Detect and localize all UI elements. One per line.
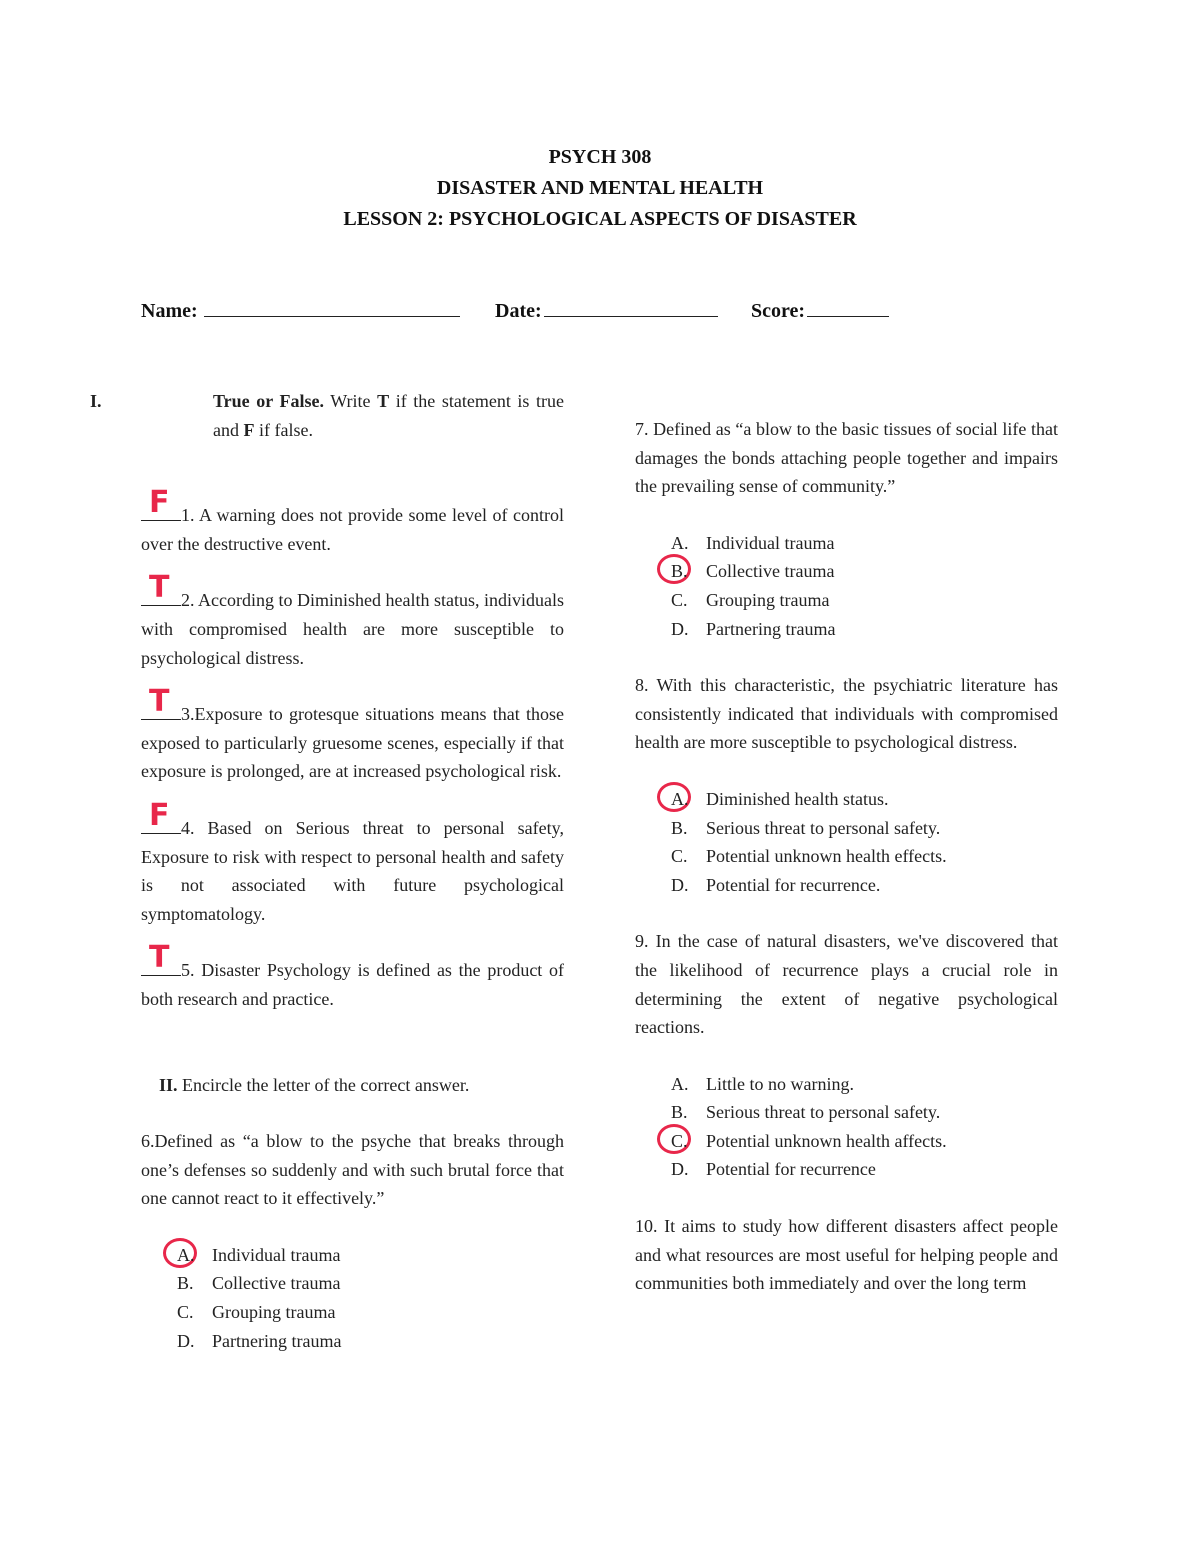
option-a[interactable] <box>635 785 1058 814</box>
lesson-title: LESSON 2: PSYCHOLOGICAL ASPECTS OF DISASTER <box>343 208 857 230</box>
option-d[interactable] <box>635 1155 1058 1184</box>
course-subject: DISASTER AND MENTAL HEALTH <box>436 177 764 199</box>
answer-blank[interactable] <box>141 797 181 834</box>
question-9-options <box>635 1070 1058 1184</box>
tf-item-text: 2. According to Diminished health status, individuals with compromised health are more susceptible to psychological distress. <box>141 590 564 668</box>
section-1-instr-b: if the statement is true and <box>213 391 564 440</box>
option-letter: A. <box>671 1073 689 1094</box>
tf-item-5 <box>141 940 564 1013</box>
option-letter: C. <box>671 846 688 867</box>
tf-item-3 <box>141 684 564 786</box>
answer-blank[interactable] <box>141 570 181 606</box>
date-field[interactable] <box>495 298 718 323</box>
option-letter: C. <box>671 589 688 610</box>
score-field[interactable] <box>751 298 889 323</box>
option-letter: D. <box>671 1159 689 1180</box>
option-text: Grouping trauma <box>706 589 830 610</box>
name-line[interactable] <box>204 298 460 317</box>
answer-blank[interactable] <box>141 485 181 521</box>
option-b[interactable] <box>141 1269 564 1298</box>
tf-item-text: 1. A warning does not provide some level of control over the destructive event. <box>141 505 564 554</box>
option-d[interactable] <box>635 871 1058 900</box>
question-10-text: 10. It aims to study how different disasters affect people and what resources are most useful for helping people and communities both immediately and over the long term <box>635 1216 1058 1294</box>
question-8-text: 8. With this characteristic, the psychiatric literature has consistently indicated that individuals with compromised health are more susceptible to psychological distress. <box>635 675 1058 753</box>
option-c[interactable] <box>635 1127 1058 1156</box>
option-a[interactable] <box>635 1070 1058 1099</box>
section-1-instr-a: Write <box>323 391 378 411</box>
section-1-heading <box>90 387 564 444</box>
option-letter: C. <box>177 1302 194 1323</box>
handwritten-mark: F <box>149 797 170 833</box>
score-line[interactable] <box>807 298 889 317</box>
score-label: Score: <box>751 300 806 322</box>
option-text: Partnering trauma <box>212 1330 342 1351</box>
option-text: Potential unknown health effects. <box>706 846 947 867</box>
section-2-title: Encircle the letter of the correct answer. <box>177 1074 470 1095</box>
date-label: Date: <box>495 300 542 322</box>
question-7-options <box>635 529 1058 643</box>
question-7-text: 7. Defined as “a blow to the basic tissues of social life that damages the bonds attaching people together and impairs the prevailing sense of community.” <box>635 419 1058 497</box>
option-text: Potential unknown health affects. <box>706 1130 947 1151</box>
option-text: Grouping trauma <box>212 1302 336 1323</box>
option-text: Serious threat to personal safety. <box>706 1102 941 1123</box>
option-letter: D. <box>177 1330 195 1351</box>
option-text: Partnering trauma <box>706 618 836 639</box>
tf-item-text: 5. Disaster Psychology is defined as the product of both research and practice. <box>141 960 564 1009</box>
section-2-heading <box>141 1071 564 1100</box>
option-b[interactable] <box>635 1098 1058 1127</box>
handwritten-mark: T <box>149 570 170 606</box>
section-1-title: True or False. <box>213 391 324 411</box>
tf-item-text: 4. Based on Serious threat to personal safety, Exposure to risk with respect to personal health and safety is not associated with future psychological symptomatology. <box>141 817 564 924</box>
option-text: Diminished health status. <box>706 788 889 809</box>
question-6-options <box>141 1241 564 1355</box>
option-b[interactable] <box>635 814 1058 843</box>
option-letter: D. <box>671 874 689 895</box>
question-9-text: 9. In the case of natural disasters, we've discovered that the likelihood of recurrence plays a crucial role in determining the extent of negative psychological reactions. <box>635 931 1058 1038</box>
option-text: Individual trauma <box>706 532 835 553</box>
option-c[interactable] <box>635 842 1058 871</box>
option-letter: C. <box>671 1130 688 1151</box>
section-1-instr-c: if false. <box>254 419 313 440</box>
section-1-t: T <box>377 391 390 411</box>
option-letter: B. <box>671 1102 688 1123</box>
answer-blank[interactable] <box>141 684 181 720</box>
name-label: Name: <box>141 300 198 322</box>
option-text: Collective trauma <box>212 1273 341 1294</box>
option-a[interactable] <box>141 1241 564 1270</box>
option-text: Potential for recurrence. <box>706 874 881 895</box>
option-letter: B. <box>177 1273 194 1294</box>
section-2-numeral: II. <box>159 1074 178 1095</box>
option-letter: A. <box>671 532 689 553</box>
right-column <box>635 415 1058 1298</box>
option-a[interactable] <box>635 529 1058 558</box>
option-d[interactable] <box>141 1327 564 1356</box>
handwritten-mark: F <box>149 485 170 521</box>
option-c[interactable] <box>635 586 1058 615</box>
option-letter: A. <box>177 1244 195 1265</box>
section-1-f: F <box>243 419 255 440</box>
tf-item-1 <box>141 485 564 558</box>
option-letter: A. <box>671 788 689 809</box>
option-text: Potential for recurrence <box>706 1159 876 1180</box>
tf-item-4 <box>141 797 564 928</box>
document-header <box>0 142 1200 235</box>
option-b[interactable] <box>635 557 1058 586</box>
option-letter: B. <box>671 561 688 582</box>
question-8-options <box>635 785 1058 899</box>
date-line[interactable] <box>544 298 718 317</box>
handwritten-mark: T <box>149 684 170 720</box>
tf-item-2 <box>141 570 564 672</box>
option-letter: D. <box>671 618 689 639</box>
option-d[interactable] <box>635 615 1058 644</box>
question-6-text: 6.Defined as “a blow to the psyche that breaks through one’s defenses so suddenly and with such brutal force that one cannot react to it effectively.” <box>141 1131 564 1209</box>
section-1-numeral: I. <box>90 391 102 411</box>
option-text: Individual trauma <box>212 1244 341 1265</box>
option-letter: B. <box>671 817 688 838</box>
course-code: PSYCH 308 <box>548 146 652 168</box>
option-text: Collective trauma <box>706 561 835 582</box>
left-column <box>90 387 564 1355</box>
handwritten-mark: T <box>149 940 170 976</box>
tf-item-text: 3.Exposure to grotesque situations means that those exposed to particularly gruesome scenes, especially if that exposure is prolonged, are at increased psychological risk. <box>141 704 564 782</box>
option-text: Little to no warning. <box>706 1073 854 1094</box>
answer-blank[interactable] <box>141 940 181 976</box>
name-field[interactable] <box>141 298 460 323</box>
option-c[interactable] <box>141 1298 564 1327</box>
option-text: Serious threat to personal safety. <box>706 817 941 838</box>
